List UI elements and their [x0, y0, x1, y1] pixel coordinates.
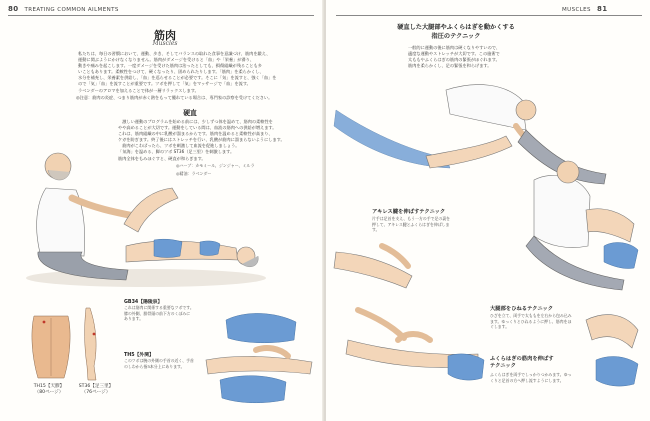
right-page: [326, 0, 650, 421]
intro-line: 運動に関ぶようにかけなくなりません。筋肉がダメージを受けると「血」や「栄養」が滞り、: [78, 57, 255, 63]
right-page-number: 81: [596, 5, 608, 13]
left-running-head: [8, 5, 119, 13]
thigh-twist-illustration: [494, 150, 644, 300]
section-line: ケガを防ぎます。終了後にはストレッチを行い、乳酸が筋肉に溜まらないようにします。: [118, 137, 285, 143]
left-page: [0, 0, 324, 421]
intro-line: ので「気」「血」を流すことが重要です。ツボを押して「気」をマッサージで「血」を流す。: [78, 81, 251, 87]
intro-line: 私たちは、毎日の習慣において、運動、歩き、そしてバランスの取れた食事を意識づけ、筋肉を鍛え、: [78, 51, 271, 56]
thigh-caption-text: ひざを立て、両手で太ももを左右から包み込みます。ゆっくりとひねるように押し、筋肉をほぐします。: [490, 313, 572, 330]
patient-figure: [124, 188, 258, 267]
left-header-rule: [8, 15, 314, 16]
patient-raised-leg: [124, 188, 178, 232]
therapist-arm-bottom: [358, 310, 404, 338]
left-page-number: 80: [8, 5, 19, 13]
achilles-caption-text: 片手は足首を支え、もう一方の手で足の裏を押して、アキレス腱とふくらはぎを伸ばします。: [372, 216, 451, 233]
right-section-name: MUSCLES: [562, 7, 591, 13]
therapist-back: [446, 85, 526, 130]
achilles-title-line: アキレス腱を伸ばすテクニック: [372, 209, 446, 215]
leg-diagram: [82, 306, 106, 382]
technique-heading-line-2: 指圧のテクニック: [431, 33, 481, 40]
technique-intro: [408, 45, 534, 69]
technique-intro-line: 一般的に運動の後に筋肉は硬くなりやすいので、: [408, 45, 501, 50]
patient-swim-bottom: [154, 239, 182, 257]
therapist-body-kneel: [534, 175, 590, 247]
section-line: 「気海」を温める、脚のツボ ST36（足三里）を刺激します。: [118, 149, 235, 155]
st36-point-note: （76ページ）: [81, 389, 111, 395]
section-line: 筋肉がこわばったら、ツボを刺激して血流を促進しましょう。: [118, 143, 240, 149]
technique-intro-line: 適度な運動やストレッチが大切です。この施術で: [408, 51, 500, 57]
technique-intro-line: 太ももやふくらはぎの筋肉の緊張がほぐれます。: [408, 57, 500, 63]
calf-caption-title: [490, 356, 554, 370]
section-line: これは、筋肉組織の中に乳酸が溜まるからです。筋肉を温めると柔軟性が高まり、: [118, 131, 273, 137]
technique-intro-line: 筋肉を柔らかくし、足の緊張を和らげます。: [408, 63, 492, 69]
thigh-caption-title: [490, 304, 553, 312]
page-title: 筋肉: [154, 29, 176, 42]
achilles-caption-title: [372, 207, 445, 215]
leg-shape: [85, 308, 96, 380]
page-subtitle: Muscles: [152, 40, 178, 47]
swim-top-closeup: [220, 376, 286, 403]
calf-squeeze-illustration: [338, 300, 488, 416]
intro-line: いこともあります。柔軟性をつけて、硬くなったり、固められたりします。「筋肉」を柔らかくし、: [78, 69, 264, 75]
foot-press-illustration: [332, 232, 422, 302]
section-line: 激しい運動のプログラムを始める前には、少しずつ体を温めて、筋肉の柔軟性を: [118, 119, 273, 124]
wrist-illustration: [196, 300, 322, 412]
calf-title-line-2: テクニック: [490, 363, 516, 369]
st36-point-name: ST36【足三里】: [78, 384, 114, 389]
thigh-closeup-illustration: [576, 300, 648, 412]
technique-heading: [356, 23, 556, 41]
therapist-head-top: [516, 100, 536, 120]
section-line: やや高めることが大切です。運動をしている間は、血流の筋肉への供給が増えます。: [118, 125, 277, 131]
tsubo-gb34-text: これは筋肉に関係する重要なツボです。膝の外側、腓骨頭の前下方のくぼみにあります。: [124, 305, 194, 322]
tsubo-th5-title: TH5【外関】: [124, 353, 154, 358]
oil-note: ◎精油：ラベンダー: [176, 171, 212, 176]
patient-swim-kneel: [604, 243, 638, 269]
technique-heading-line-1: 硬直した大腿部やふくらはぎを動かくする: [397, 24, 515, 31]
st36-point: [93, 333, 96, 336]
section-line: 筋肉全体をもみほぐすと、硬直が和らぎます。: [118, 155, 206, 161]
right-header-rule: [336, 15, 642, 16]
intro-text: [78, 51, 310, 94]
calf-title-line-1: ふくらはぎの筋肉を伸ばす: [490, 356, 554, 362]
th15-point: [43, 321, 46, 324]
therapist-figure: [37, 153, 134, 280]
left-section-name: TREATING COMMON AILMENTS: [24, 7, 119, 13]
patient-body: [126, 241, 238, 262]
intro-line: 動きや痛みを起こします。一度ダメージを受けた筋肉は治ったとしても、損傷組織が残ることも多: [78, 63, 262, 69]
herb-note: ◎ハーブ：カモミール、ジンジャー、ミルラ: [176, 163, 255, 168]
thigh-title-line: 大腿部をひねるテクニック: [490, 306, 554, 312]
hand-closeup: [256, 348, 288, 356]
th15-point-note: （80ページ）: [34, 389, 64, 395]
right-running-head: [562, 5, 607, 13]
massage-illustration: [6, 128, 266, 298]
th15-label: [24, 384, 74, 395]
swim-bottom-lying: [448, 354, 484, 380]
intro-line: 水分を補充し、栄養素を供給し、「血」を巡らせることが必要です。そこに「気」を流すと、強く「血」を: [78, 75, 277, 81]
patient-swim-top: [200, 241, 220, 256]
st36-label: [74, 384, 118, 395]
hand-foot-closeup: [382, 246, 408, 266]
calf-caption-text: ふくらはぎを両手でしっかりつかみます。ゆっくりと足首の方へ押し流すようにします。: [490, 372, 572, 383]
th15-point-name: TH15【天髎】: [33, 384, 65, 389]
section-title-stiffness: 硬直: [183, 109, 197, 117]
intro-line: ラベンダーのアロマを加えることで体が一層リラックスします。: [78, 87, 199, 93]
tsubo-gb34-title: GB34【陽陵泉】: [124, 300, 163, 305]
forearm-closeup: [206, 356, 312, 374]
raised-knee: [586, 315, 638, 348]
tsubo-th5-text: このツボは腕の外側の手首の近く、手首のしわから指3本分上にあります。: [124, 358, 194, 369]
swim-bottom-closeup: [226, 313, 296, 342]
therapist-head-kneel: [557, 161, 579, 183]
patient-thigh-raised: [586, 209, 634, 242]
back-diagram: [26, 312, 76, 382]
caution-note: ◎注意：筋肉の炎症、つまり筋肉が赤く熱をもって腫れている場合は、専門家の診察を受けてください。: [76, 95, 273, 100]
swim-closeup-right: [596, 357, 638, 387]
